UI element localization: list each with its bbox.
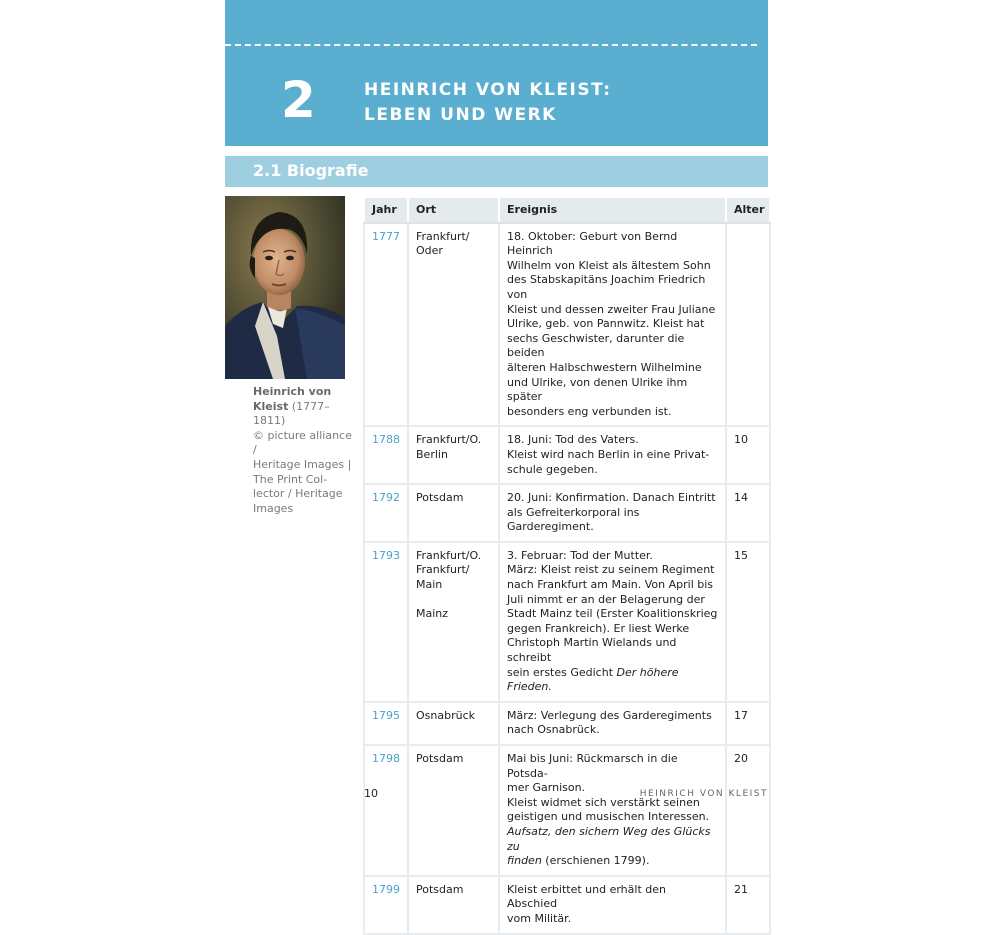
event-cell: [499, 542, 726, 702]
table-row: [364, 223, 770, 427]
event-line: 3. Februar: Tod der Mutter.: [507, 548, 653, 562]
year-cell: 1792: [364, 484, 408, 542]
event-cell: [499, 223, 726, 427]
year-cell: 1793: [364, 542, 408, 702]
event-line: Wilhelm von Kleist als ältestem Sohn: [507, 258, 711, 272]
event-line: nach Osnabrück.: [507, 723, 600, 737]
event-line: des Stabskapitäns Joachim Friedrich von: [507, 273, 706, 301]
table-row: [364, 426, 770, 484]
table-row: [364, 542, 770, 702]
chapter-title-line-1: HEINRICH VON KLEIST:: [364, 80, 612, 100]
age-cell: 15: [726, 542, 770, 702]
caption-credit: Heritage Images |: [253, 457, 352, 471]
age-cell: 20: [726, 745, 770, 876]
place-cell: [408, 876, 499, 934]
event-line: [507, 854, 718, 869]
place-line: Potsdam: [416, 752, 464, 765]
place-cell: [408, 745, 499, 876]
column-header-place: Ort: [408, 197, 499, 223]
place-cell: [408, 484, 499, 542]
event-line: mer Garnison.: [507, 781, 586, 795]
year-cell: 1788: [364, 426, 408, 484]
column-header-year: Jahr: [364, 197, 408, 223]
event-line: Mai bis Juni: Rückmarsch in die Potsda-: [507, 752, 678, 780]
chapter-header: [225, 0, 768, 146]
portrait-caption: [253, 385, 358, 516]
event-text: sein erstes Gedicht: [507, 665, 617, 679]
event-line: [507, 825, 718, 854]
event-line: Ulrike, geb. von Pannwitz. Kleist hat: [507, 317, 705, 331]
biography-table: [363, 196, 771, 935]
work-title: Der höhere Frieden.: [507, 665, 679, 694]
event-cell: [499, 426, 726, 484]
column-header-age: Alter: [726, 197, 770, 223]
event-line: Kleist erbittet und erhält den Abschied: [507, 882, 666, 911]
event-line: März: Kleist reist zu seinem Regiment: [507, 563, 715, 577]
dashed-divider: [225, 44, 757, 46]
event-line: Christoph Martin Wielands und schreibt: [507, 636, 677, 665]
event-line: besonders eng verbunden ist.: [507, 404, 672, 418]
table-header-row: [364, 197, 770, 223]
event-line: geistigen und musischen Interessen.: [507, 810, 710, 824]
chapter-title-line-2: LEBEN UND WERK: [364, 105, 557, 125]
event-line: Juli nimmt er an der Belagerung der: [507, 592, 705, 606]
column-header-event: Ereignis: [499, 197, 726, 223]
place-line: Frankfurt/O.: [416, 548, 482, 562]
section-heading-band: [225, 156, 768, 187]
age-cell: 21: [726, 876, 770, 934]
portrait-image: [225, 196, 345, 379]
year-cell: 1795: [364, 702, 408, 745]
year-cell: 1777: [364, 223, 408, 427]
event-line: Kleist und dessen zweiter Frau Juliane: [507, 302, 716, 316]
age-cell: [726, 223, 770, 427]
place-line: [416, 593, 491, 608]
event-line: sechs Geschwister, darunter die beiden: [507, 331, 685, 360]
event-line: [507, 666, 718, 695]
work-title: Aufsatz, den sichern Weg des Glücks zu: [507, 824, 711, 853]
section-title: 2.1 Biografie: [253, 161, 369, 180]
place-line: Frankfurt/O.: [416, 433, 482, 447]
event-cell: [499, 484, 726, 542]
event-line: als Gefreiterkorporal ins Garderegiment.: [507, 505, 640, 534]
year-cell: 1799: [364, 876, 408, 934]
place-line: Potsdam: [416, 882, 464, 896]
event-line: 20. Juni: Konfirmation. Danach Eintritt: [507, 491, 716, 505]
book-page: [225, 0, 768, 925]
event-cell: [499, 702, 726, 745]
table-body: [364, 223, 770, 934]
event-text: (erschienen 1799).: [541, 854, 650, 868]
place-line: Frankfurt/: [416, 229, 470, 243]
page-number: 10: [364, 787, 378, 800]
place-cell: [408, 223, 499, 427]
event-line: und Ulrike, von denen Ulrike ihm später: [507, 375, 688, 404]
event-cell: [499, 876, 726, 934]
age-cell: 17: [726, 702, 770, 745]
caption-credit: lector / Heritage: [253, 487, 343, 501]
place-line: Oder: [416, 244, 443, 258]
table-row: [364, 876, 770, 934]
place-cell: [408, 426, 499, 484]
event-line: vom Militär.: [507, 911, 572, 925]
age-cell: 10: [726, 426, 770, 484]
place-line: Frankfurt/: [416, 563, 470, 577]
event-cell: [499, 745, 726, 876]
chapter-title: [364, 78, 612, 128]
caption-credit: © picture alliance /: [253, 428, 352, 457]
event-line: 18. Juni: Tod des Vaters.: [507, 433, 639, 447]
age-cell: 14: [726, 484, 770, 542]
work-title: finden: [507, 854, 542, 868]
caption-credit: Images: [253, 501, 294, 515]
place-line: Mainz: [416, 607, 449, 621]
event-line: Kleist wird nach Berlin in eine Privat-: [507, 447, 710, 461]
event-line: nach Frankfurt am Main. Von April bis: [507, 578, 714, 592]
event-line: gegen Frankreich). Er liest Werke: [507, 621, 690, 635]
event-line: 18. Oktober: Geburt von Bernd Heinrich: [507, 229, 678, 258]
chapter-number: 2: [281, 71, 316, 129]
running-title: HEINRICH VON KLEIST: [639, 789, 768, 799]
table-row: [364, 702, 770, 745]
caption-dates: (1777–1811): [253, 399, 330, 428]
place-cell: [408, 702, 499, 745]
place-line: Berlin: [416, 447, 448, 461]
place-cell: [408, 542, 499, 702]
table-row: [364, 745, 770, 876]
event-line: Stadt Mainz teil (Erster Koalitionskrieg: [507, 607, 718, 621]
year-cell: 1798: [364, 745, 408, 876]
place-line: Main: [416, 578, 443, 592]
event-line: älteren Halbschwestern Wilhelmine: [507, 360, 702, 374]
place-line: Potsdam: [416, 491, 464, 505]
table-row: [364, 484, 770, 542]
caption-name: Heinrich von Kleist: [253, 385, 332, 413]
event-line: schule gegeben.: [507, 462, 598, 476]
event-line: Kleist widmet sich verstärkt seinen: [507, 795, 700, 809]
event-line: März: Verlegung des Garderegiments: [507, 708, 712, 722]
place-line: Osnabrück: [416, 708, 475, 722]
caption-credit: The Print Col-: [253, 472, 328, 486]
